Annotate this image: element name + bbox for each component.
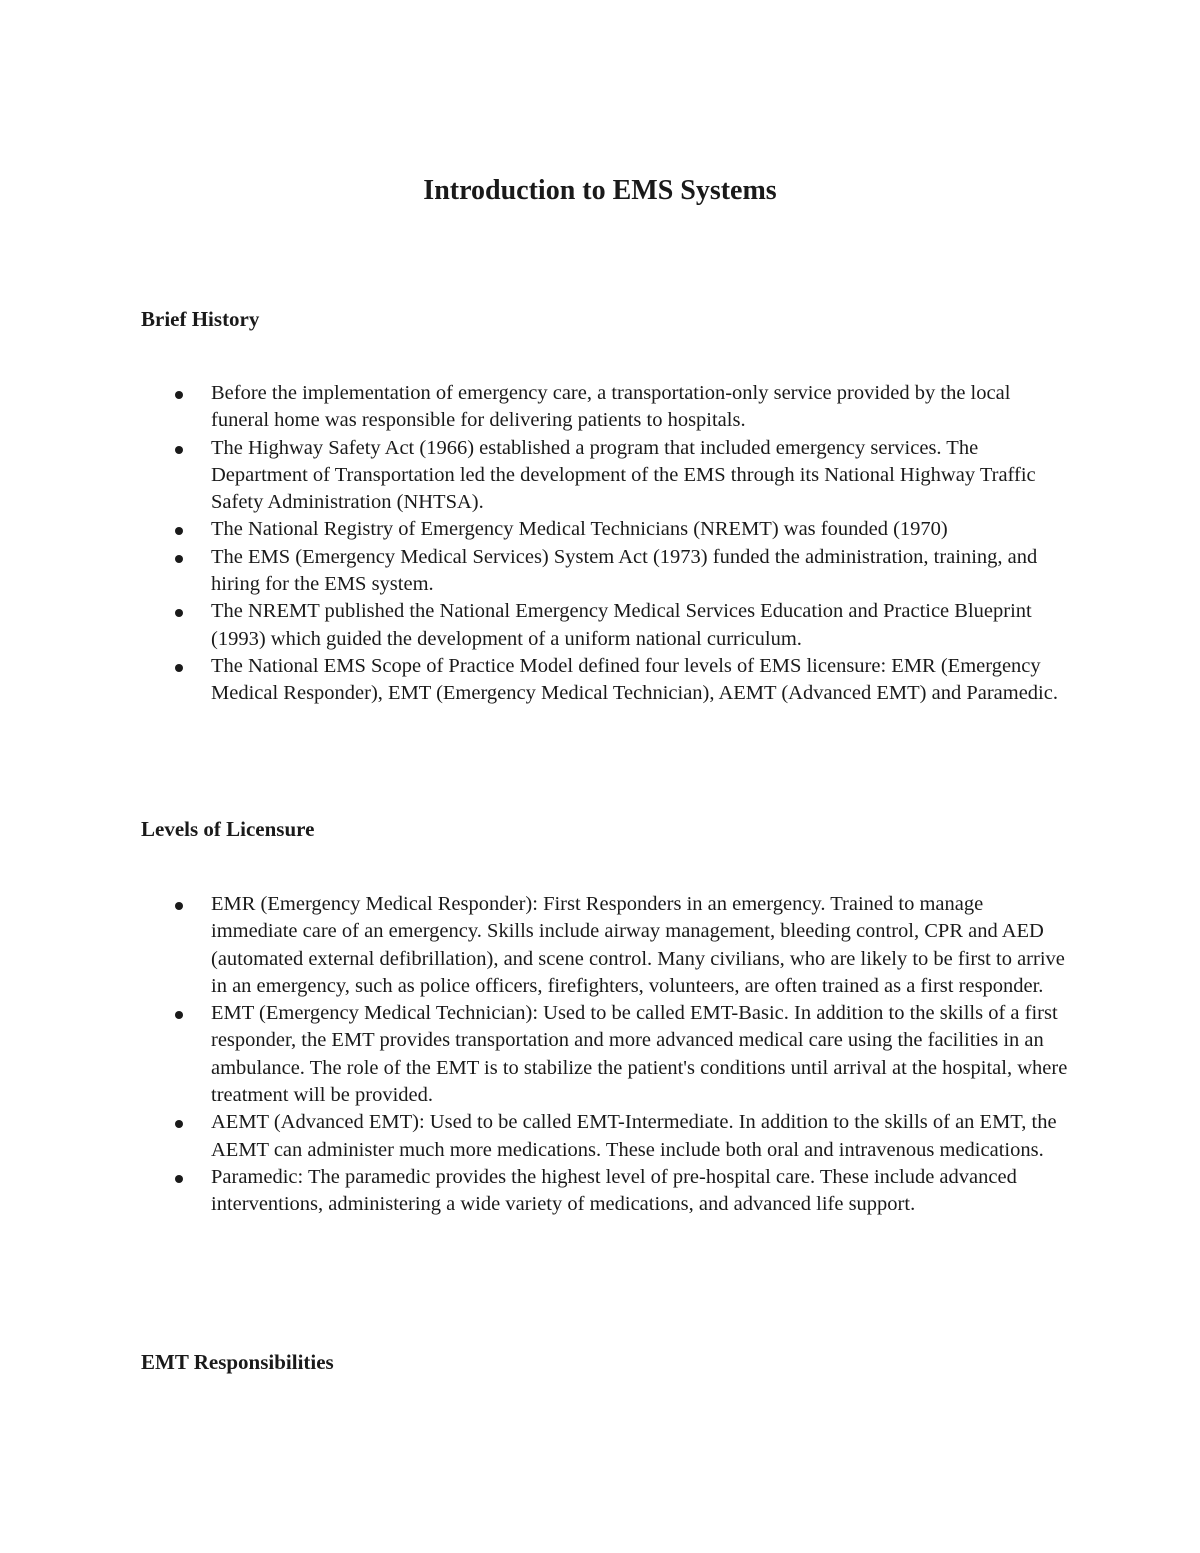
levels-of-licensure-list <box>0 891 1200 1219</box>
list-item <box>0 1164 1200 1219</box>
section-heading-emt-responsibilities: EMT Responsibilities <box>141 1350 334 1374</box>
list-item-text: Before the implementation of emergency care, a transportation-only service provided by the local funeral home was responsible for delivering patients to hospitals. <box>211 382 1011 432</box>
list-item-text: The EMS (Emergency Medical Services) System Act (1973) funded the administration, training, and hiring for the EMS system. <box>211 545 1038 596</box>
bullet-icon <box>175 609 183 617</box>
list-item <box>0 891 1200 1000</box>
bullet-icon <box>175 1175 183 1183</box>
bullet-icon <box>175 391 183 399</box>
list-item <box>0 435 1200 517</box>
list-item <box>0 1109 1200 1164</box>
list-item-text: The Highway Safety Act (1966) established a program that included emergency services. The Department of Transportation led the development of the EMS through its National Highway Traffic Safety Administration (NHTSA). <box>211 436 1036 514</box>
list-item <box>0 1000 1200 1109</box>
list-item-text: Paramedic: The paramedic provides the highest level of pre-hospital care. These include advanced interventions, administering a wide variety of medications, and advanced life support. <box>211 1165 1017 1216</box>
section-heading-brief-history: Brief History <box>141 307 260 331</box>
page-title: Introduction to EMS Systems <box>423 175 777 206</box>
list-item <box>0 544 1200 599</box>
brief-history-list <box>0 380 1200 708</box>
list-item-text: The NREMT published the National Emergency Medical Services Education and Practice Blueprint (1993) which guided the development of a uniform national curriculum. <box>211 600 1032 650</box>
list-item <box>0 653 1200 708</box>
list-item-text: EMR (Emergency Medical Responder): First Responders in an emergency. Trained to manage immediate care of an emergency. Skills include airway management, bleeding control, CPR and AED (automated external defibrillation), and scene control. Many civilians, who are likely to be first to arrive in an emergency, such as police officers, firefighters, volunteers, are often trained as a first responder. <box>211 893 1065 997</box>
list-item-text: AEMT (Advanced EMT): Used to be called EMT-Intermediate. In addition to the skills of an EMT, the AEMT can administer much more medications. These include both oral and intravenous medications. <box>211 1111 1057 1161</box>
list-item <box>0 516 1200 543</box>
list-item-text: The National EMS Scope of Practice Model defined four levels of EMS licensure: EMR (Emergency Medical Responder), EMT (Emergency Medical Technician), AEMT (Advanced EMT) and Paramedic. <box>211 654 1058 705</box>
list-item-text: EMT (Emergency Medical Technician): Used to be called EMT-Basic. In addition to the skills of a first responder, the EMT provides transportation and more advanced medical care using the facilities in an ambulance. The role of the EMT is to stabilize the patient's conditions until arrival at the hospital, where treatment will be provided. <box>211 1002 1068 1107</box>
bullet-icon <box>175 1120 183 1128</box>
bullet-icon <box>175 1011 183 1019</box>
list-item <box>0 598 1200 653</box>
list-item-text: The National Registry of Emergency Medical Technicians (NREMT) was founded (1970) <box>211 518 948 541</box>
bullet-icon <box>175 527 183 535</box>
section-heading-levels-of-licensure: Levels of Licensure <box>141 817 315 841</box>
list-item <box>0 380 1200 435</box>
bullet-icon <box>175 446 183 454</box>
bullet-icon <box>175 902 183 910</box>
bullet-icon <box>175 664 183 672</box>
bullet-icon <box>175 555 183 563</box>
